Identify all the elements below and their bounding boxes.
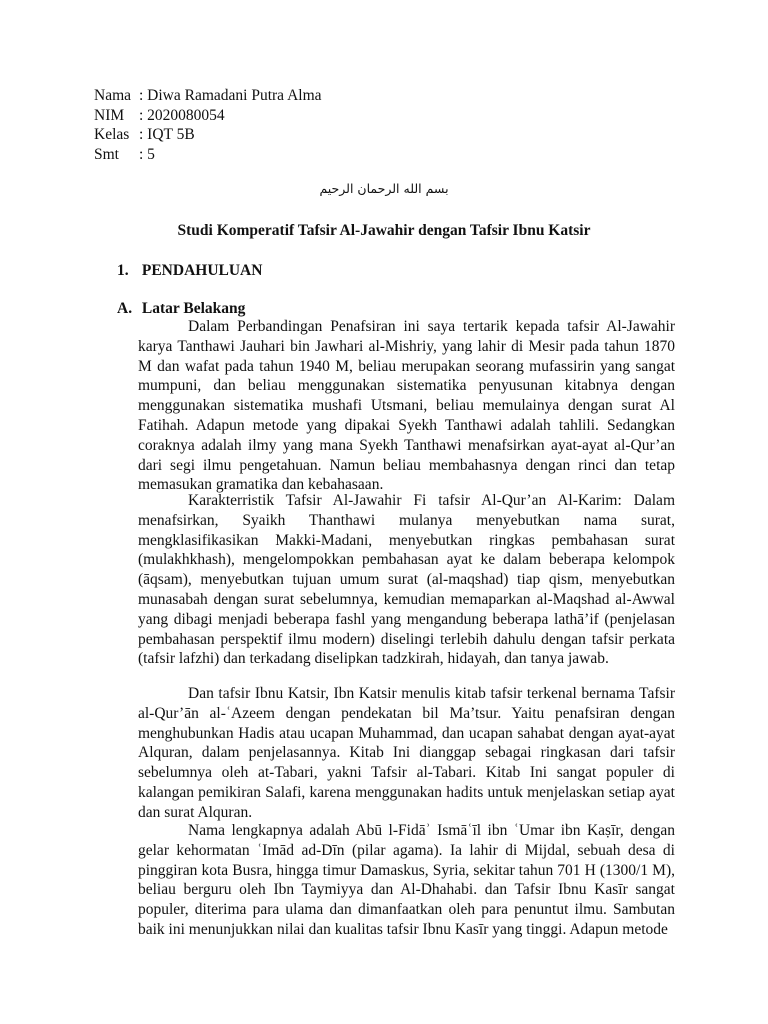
bismillah-line: بسم الله الرحمان الرحيم <box>319 181 449 196</box>
document-title: Studi Komperatif Tafsir Al-Jawahir dengan Tafsir Ibnu Katsir <box>177 222 591 239</box>
section-heading <box>117 262 262 280</box>
identity-value: : 5 <box>139 145 155 163</box>
section-number: 1. <box>117 262 129 279</box>
paragraph-text: Nama lengkapnya adalah Abū l-Fidāʾ Ismāʿīl ibn ʿUmar ibn Kaṣīr, dengan gelar kehormatan ʿImād ad-Dīn (pilar agama). Ia lahir di Mijdal, sebuah desa di pinggiran kota Busra, hingga timur Damaskus, Syria, sekitar tahun 701 H (1300/1 M), beliau berguru oleh Ibn Taymiyya dan Al-Dhahabi. dan Tafsir Ibnu Kasīr sangat populer, diterima para ulama dan dimanfaatkan oleh para penuntut ilmu. Sambutan baik ini menunjukkan nilai dan kualitas tafsir Ibnu Kasīr yang tinggi. Adapun metode <box>138 822 675 938</box>
identity-row-semester <box>94 145 322 165</box>
identity-label: Kelas <box>94 126 130 143</box>
identity-value: : IQT 5B <box>139 126 195 143</box>
section-title: PENDAHULUAN <box>141 262 263 279</box>
identity-label: Nama <box>94 87 132 104</box>
paragraph <box>138 684 675 823</box>
subsection-heading <box>117 300 245 318</box>
paragraph-text: Karakterristik Tafsir Al-Jawahir Fi tafsir Al-Qur’an Al-Karim: Dalam menafsirkan, Syaikh Thanthawi mulanya menyebutkan nama surat, mengklasifikasikan Makki-Madani, menyebutkan ringkas pembahasan surat (mulakhkhash), mengelompokkan pembahasan ayat ke dalam beberapa kelompok (āqsam), menyebutkan tujuan umum surat (al-maqshad) tiap qism, menyebutkan munasabah dengan surat sebelumnya, kemudian memaparkan al-Maqshad al-Awwal yang dibagi menjadi beberapa fashl yang mengandung beberapa lathā’if (penjelasan pembahasan perspektif ilmu modern) diselingi terlebih dahulu dengan tafsir perkata (tafsir lafzhi) dan terkadang diselipkan tadzkirah, hidayah, dan tanya jawab. <box>138 492 675 668</box>
identity-row-class <box>94 125 322 145</box>
paragraph <box>138 821 675 940</box>
identity-value: : Diwa Ramadani Putra Alma <box>139 87 322 104</box>
identity-value: : 2020080054 <box>139 106 225 124</box>
paragraph <box>138 317 675 495</box>
identity-label: Smt <box>94 145 119 163</box>
identity-row-nim <box>94 106 322 126</box>
paragraph-text: Dan tafsir Ibnu Katsir, Ibn Katsir menulis kitab tafsir terkenal bernama Tafsir al-Qur’ān al-ʿAzeem dengan pendekatan bil Ma’tsur. Yaitu penafsiran dengan menghubunkan Hadis atau ucapan Muhammad, dan ucapan sahabat dengan ayat-ayat Alquran, dalam penjelasannya. Kitab Ini dianggap sebagai ringkasan dari tafsir sebelumnya oleh at-Tabari, yakni Tafsir al-Tabari. Kitab Ini sangat populer di kalangan pemikiran Salafi, karena menggunakan hadits untuk menjelaskan setiap ayat dan surat Alquran. <box>138 685 675 821</box>
student-identity-block <box>94 86 322 164</box>
subsection-number: A. <box>117 300 133 317</box>
identity-row-name <box>94 86 322 106</box>
identity-label: NIM <box>94 106 125 124</box>
paragraph <box>138 491 675 669</box>
paragraph-text: Dalam Perbandingan Penafsiran ini saya tertarik kepada tafsir Al-Jawahir karya Tanthawi Jauhari bin Jawhari al-Mishriy, yang lahir di Mesir pada tahun 1870 M dan wafat pada tahun 1940 M, beliau merupakan seorang mufassirin yang sangat mumpuni, dan beliau menggunakan sistematika penyusunan kitabnya dengan menggunakan sistematika mushafi Utsmani, beliau memulainya dengan surat Al Fatihah. Adapun metode yang dipakai Syekh Tanthawi adalah tahlili. Sedangkan coraknya adalah ilmy yang mana Syekh Tanthawi menafsirkan ayat-ayat al-Qur’an dari segi ilmu pengetahuan. Namun beliau membahasnya dengan rinci dan tetap memasukan gramatika dan kebahasaan. <box>138 318 675 494</box>
subsection-title: Latar Belakang <box>141 300 246 317</box>
